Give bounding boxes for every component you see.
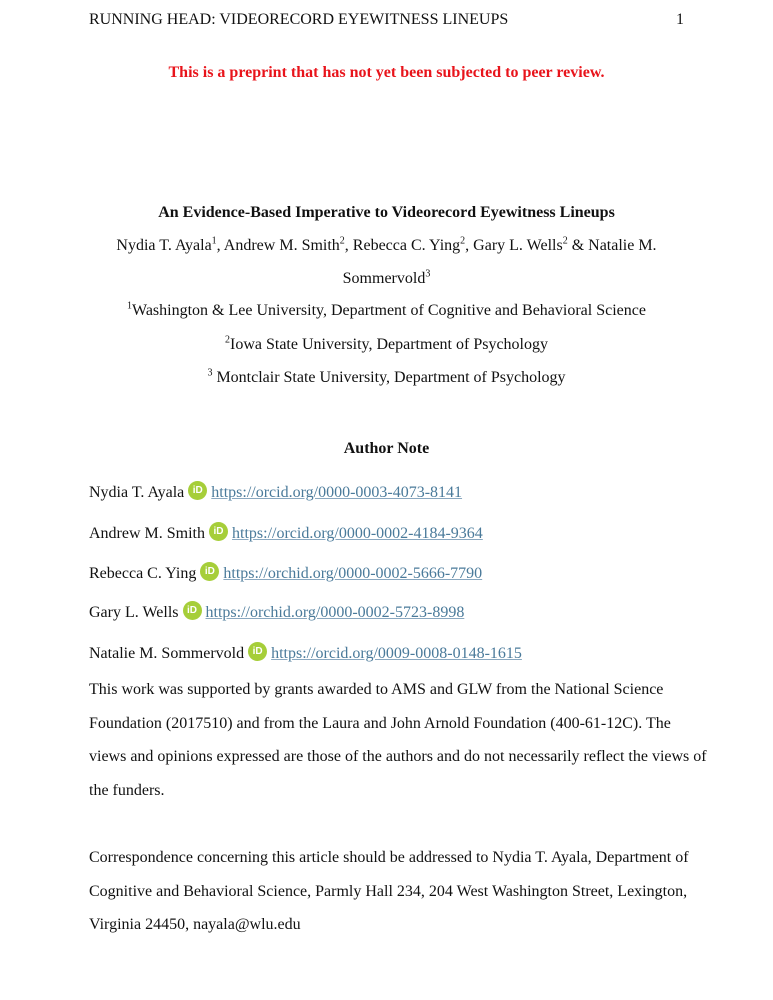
- author-name: Sommervold: [342, 270, 426, 287]
- orcid-author-name: Rebecca C. Ying: [89, 565, 197, 582]
- orcid-author-name: Gary L. Wells: [89, 604, 179, 621]
- affiliation-1: [0, 301, 773, 321]
- orcid-icon: iD: [200, 562, 219, 581]
- funding-text-line: This work was supported by grants awarded to AMS and GLW from the National Science: [89, 681, 664, 698]
- author-separator: ,: [216, 237, 224, 254]
- author-separator: ,: [465, 237, 474, 254]
- orcid-icon: iD: [188, 481, 207, 500]
- affiliation-3: [0, 368, 773, 388]
- correspondence-text-line: Correspondence concerning this article should be addressed to Nydia T. Ayala, Department of: [89, 849, 689, 866]
- author-name: Rebecca C. Ying: [352, 237, 461, 254]
- page-number: 1: [676, 11, 684, 28]
- funding-text-line: views and opinions expressed are those of the authors and do not necessarily reflect the views of: [89, 748, 707, 766]
- affiliation-marker: 2: [460, 235, 466, 247]
- orcid-author-name: Andrew M. Smith: [89, 525, 205, 542]
- affiliation-marker: 2: [339, 235, 345, 247]
- affiliation-text: Washington & Lee University, Department of Cognitive and Behavioral Science: [132, 302, 646, 319]
- affiliation-2: [0, 335, 773, 355]
- author-name: Gary L. Wells: [473, 237, 563, 254]
- running-head: RUNNING HEAD: VIDEORECORD EYEWITNESS LINEUPS: [89, 11, 509, 28]
- affiliation-marker: 1: [127, 300, 132, 312]
- author-name: Nydia T. Ayala: [116, 237, 212, 254]
- affiliation-marker: 2: [562, 235, 568, 247]
- orcid-link[interactable]: https://orcid.org/0000-0003-4073-8141: [211, 484, 463, 501]
- orcid-author-name: Nydia T. Ayala: [89, 484, 185, 501]
- orcid-author-name: Natalie M. Sommervold: [89, 645, 245, 662]
- funding-text-line: the funders.: [89, 781, 165, 799]
- orcid-entry: [89, 522, 483, 544]
- orcid-entry: [89, 562, 482, 584]
- author-separator: ,: [344, 237, 353, 254]
- author-name: Andrew M. Smith: [223, 237, 340, 254]
- affiliation-marker: 2: [224, 334, 230, 346]
- affiliation-text: Montclair State University, Department of Psychology: [212, 369, 566, 386]
- orcid-entry: [89, 642, 522, 664]
- orcid-link[interactable]: https://orchid.org/0000-0002-5666-7790: [223, 565, 483, 582]
- orcid-link[interactable]: https://orcid.org/0009-0008-0148-1615: [271, 645, 522, 662]
- author-note-heading: Author Note: [343, 440, 430, 457]
- author-separator: & Natalie M.: [567, 237, 657, 254]
- preprint-notice: This is a preprint that has not yet been subjected to peer review.: [168, 64, 605, 81]
- author-list: [0, 236, 773, 256]
- orcid-entry: [89, 601, 464, 623]
- orcid-link[interactable]: https://orcid.org/0000-0002-4184-9364: [232, 525, 483, 542]
- affiliation-marker: 3: [207, 367, 213, 379]
- affiliation-marker: 1: [211, 235, 217, 247]
- paper-title: An Evidence-Based Imperative to Videorecord Eyewitness Lineups: [158, 204, 615, 221]
- affiliation-text: Iowa State University, Department of Psychology: [229, 336, 548, 353]
- orcid-icon: iD: [183, 601, 202, 620]
- affiliation-marker: 3: [425, 268, 431, 280]
- orcid-icon: iD: [248, 642, 267, 661]
- correspondence-text-line: Virginia 24450, nayala@wlu.edu: [89, 916, 301, 933]
- funding-text-line: Foundation (2017510) and from the Laura and John Arnold Foundation (400-61-12C). The: [89, 714, 671, 732]
- correspondence-text-line: Cognitive and Behavioral Science, Parmly Hall 234, 204 West Washington Street, Lexington,: [89, 882, 688, 900]
- author-list-continued: [0, 269, 773, 289]
- orcid-icon: iD: [209, 522, 228, 541]
- orcid-entry: [89, 481, 462, 503]
- orcid-link[interactable]: https://orchid.org/0000-0002-5723-8998: [205, 604, 465, 621]
